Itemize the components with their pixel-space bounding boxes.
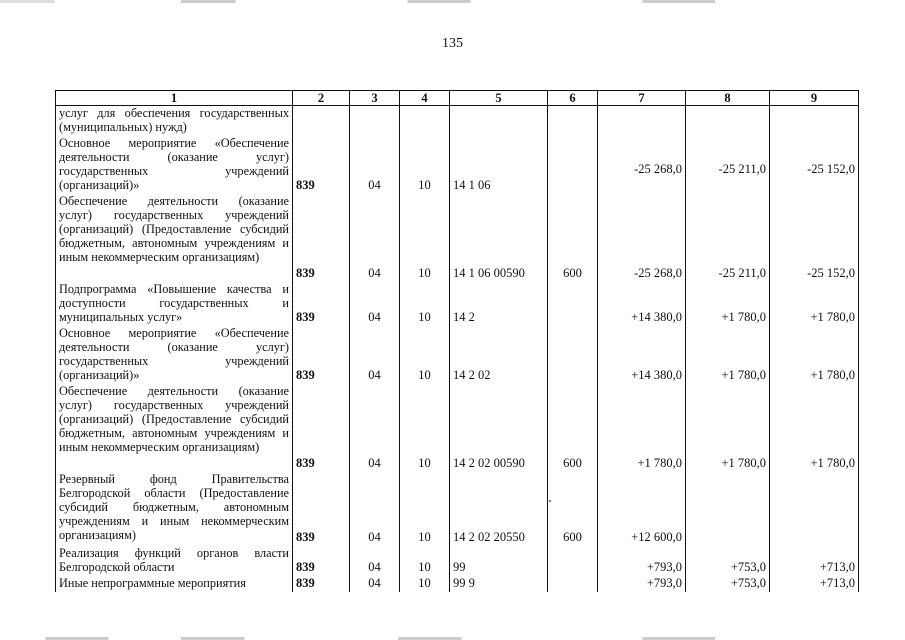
header-col-3: 3 <box>350 91 400 106</box>
row-value-year2 <box>686 106 770 137</box>
row-name: Обеспечение деятельности (оказание услуг) государственных учреждений (организаций) (Предоставление субсидий бюджетным, автономным учреждениям и иным некоммерческим организациям) <box>56 194 293 282</box>
row-name: Основное мероприятие «Обеспечение деятельности (оказание услуг) государственных учреждений (организаций)» <box>56 326 293 384</box>
row-section: 04 <box>350 472 400 546</box>
table-row <box>56 326 859 384</box>
row-value-year1: +793,0 <box>598 576 686 592</box>
row-target-article: 14 1 06 00590 <box>450 194 548 282</box>
row-target-article: 14 1 06 <box>450 136 548 194</box>
row-name: услуг для обеспечения государственных (муниципальных) нужд) <box>56 106 293 137</box>
row-name: Иные непрограммные мероприятия <box>56 576 293 592</box>
row-section: 04 <box>350 282 400 326</box>
table-row <box>56 384 859 472</box>
row-section: 04 <box>350 384 400 472</box>
header-col-9: 9 <box>770 91 859 106</box>
table-row <box>56 576 859 592</box>
header-col-6: 6 <box>548 91 598 106</box>
row-value-year2: +753,0 <box>686 576 770 592</box>
header-col-1: 1 <box>56 91 293 106</box>
row-value-year2: -25 211,0 <box>686 194 770 282</box>
row-code-admin: 839 <box>293 326 350 384</box>
row-expense-type <box>548 546 598 576</box>
row-name: Реализация функций органов власти Белгородской области <box>56 546 293 576</box>
row-value-year2: +1 780,0 <box>686 384 770 472</box>
row-section: 04 <box>350 194 400 282</box>
row-expense-type <box>548 282 598 326</box>
row-value-year1: +1 780,0 <box>598 384 686 472</box>
row-code-admin: 839 <box>293 136 350 194</box>
header-col-5: 5 <box>450 91 548 106</box>
row-section: 04 <box>350 136 400 194</box>
row-target-article: 14 2 02 <box>450 326 548 384</box>
page-number: 135 <box>442 36 463 51</box>
row-target-article: 14 2 02 00590 <box>450 384 548 472</box>
row-target-article: 99 <box>450 546 548 576</box>
row-value-year3: -25 152,0 <box>770 136 859 194</box>
row-value-year2: +1 780,0 <box>686 326 770 384</box>
row-value-year2: -25 211,0 <box>686 136 770 194</box>
row-subsection: 10 <box>400 194 450 282</box>
row-subsection: 10 <box>400 326 450 384</box>
header-col-7: 7 <box>598 91 686 106</box>
row-subsection: 10 <box>400 546 450 576</box>
row-value-year2: +753,0 <box>686 546 770 576</box>
row-name: Обеспечение деятельности (оказание услуг) государственных учреждений (организаций) (Предоставление субсидий бюджетным, автономным учреждениям и иным некоммерческим организациям) <box>56 384 293 472</box>
row-subsection <box>400 106 450 137</box>
row-target-article <box>450 106 548 137</box>
row-section: 04 <box>350 326 400 384</box>
table-row <box>56 472 859 546</box>
row-subsection: 10 <box>400 136 450 194</box>
row-value-year3: +713,0 <box>770 546 859 576</box>
row-expense-type: 600 <box>548 472 598 546</box>
table-row <box>56 282 859 326</box>
row-section: 04 <box>350 546 400 576</box>
row-subsection: 10 <box>400 282 450 326</box>
row-value-year1: +793,0 <box>598 546 686 576</box>
row-value-year2: +1 780,0 <box>686 282 770 326</box>
row-name: Основное мероприятие «Обеспечение деятельности (оказание услуг) государственных учреждений (организаций)» <box>56 136 293 194</box>
row-value-year3: -25 152,0 <box>770 194 859 282</box>
row-target-article: 14 2 02 20550 <box>450 472 548 546</box>
row-value-year3: +713,0 <box>770 576 859 592</box>
row-value-year1: +14 380,0 <box>598 282 686 326</box>
row-code-admin: 839 <box>293 282 350 326</box>
row-target-article: 14 2 <box>450 282 548 326</box>
row-expense-type <box>548 326 598 384</box>
row-subsection: 10 <box>400 472 450 546</box>
scan-speck <box>549 500 551 502</box>
row-subsection: 10 <box>400 576 450 592</box>
budget-table <box>55 90 859 592</box>
row-value-year1: -25 268,0 <box>598 194 686 282</box>
header-col-4: 4 <box>400 91 450 106</box>
row-expense-type: 600 <box>548 194 598 282</box>
table-row <box>56 194 859 282</box>
row-value-year3 <box>770 106 859 137</box>
row-expense-type <box>548 136 598 194</box>
table-row <box>56 136 859 194</box>
row-name: Подпрограмма «Повышение качества и доступности государственных и муниципальных услуг» <box>56 282 293 326</box>
row-subsection: 10 <box>400 384 450 472</box>
row-value-year1: +14 380,0 <box>598 326 686 384</box>
row-value-year2 <box>686 472 770 546</box>
table-row <box>56 546 859 576</box>
row-expense-type <box>548 106 598 137</box>
row-code-admin: 839 <box>293 384 350 472</box>
table-header-row <box>56 91 859 106</box>
row-value-year1: -25 268,0 <box>598 136 686 194</box>
row-value-year3: +1 780,0 <box>770 326 859 384</box>
row-value-year3: +1 780,0 <box>770 282 859 326</box>
scan-edge-top <box>0 0 905 3</box>
row-code-admin <box>293 106 350 137</box>
row-section <box>350 106 400 137</box>
row-expense-type <box>548 576 598 592</box>
row-value-year1: +12 600,0 <box>598 472 686 546</box>
row-section: 04 <box>350 576 400 592</box>
row-code-admin: 839 <box>293 576 350 592</box>
row-name: Резервный фонд Правительства Белгородской области (Предоставление субсидий бюджетным, автономным учреждениям и иным некоммерческим организациям) <box>56 472 293 546</box>
row-code-admin: 839 <box>293 546 350 576</box>
header-col-2: 2 <box>293 91 350 106</box>
header-col-8: 8 <box>686 91 770 106</box>
row-code-admin: 839 <box>293 194 350 282</box>
row-code-admin: 839 <box>293 472 350 546</box>
table-row <box>56 106 859 137</box>
row-value-year3 <box>770 472 859 546</box>
row-value-year3: +1 780,0 <box>770 384 859 472</box>
row-expense-type: 600 <box>548 384 598 472</box>
row-target-article: 99 9 <box>450 576 548 592</box>
row-value-year1 <box>598 106 686 137</box>
